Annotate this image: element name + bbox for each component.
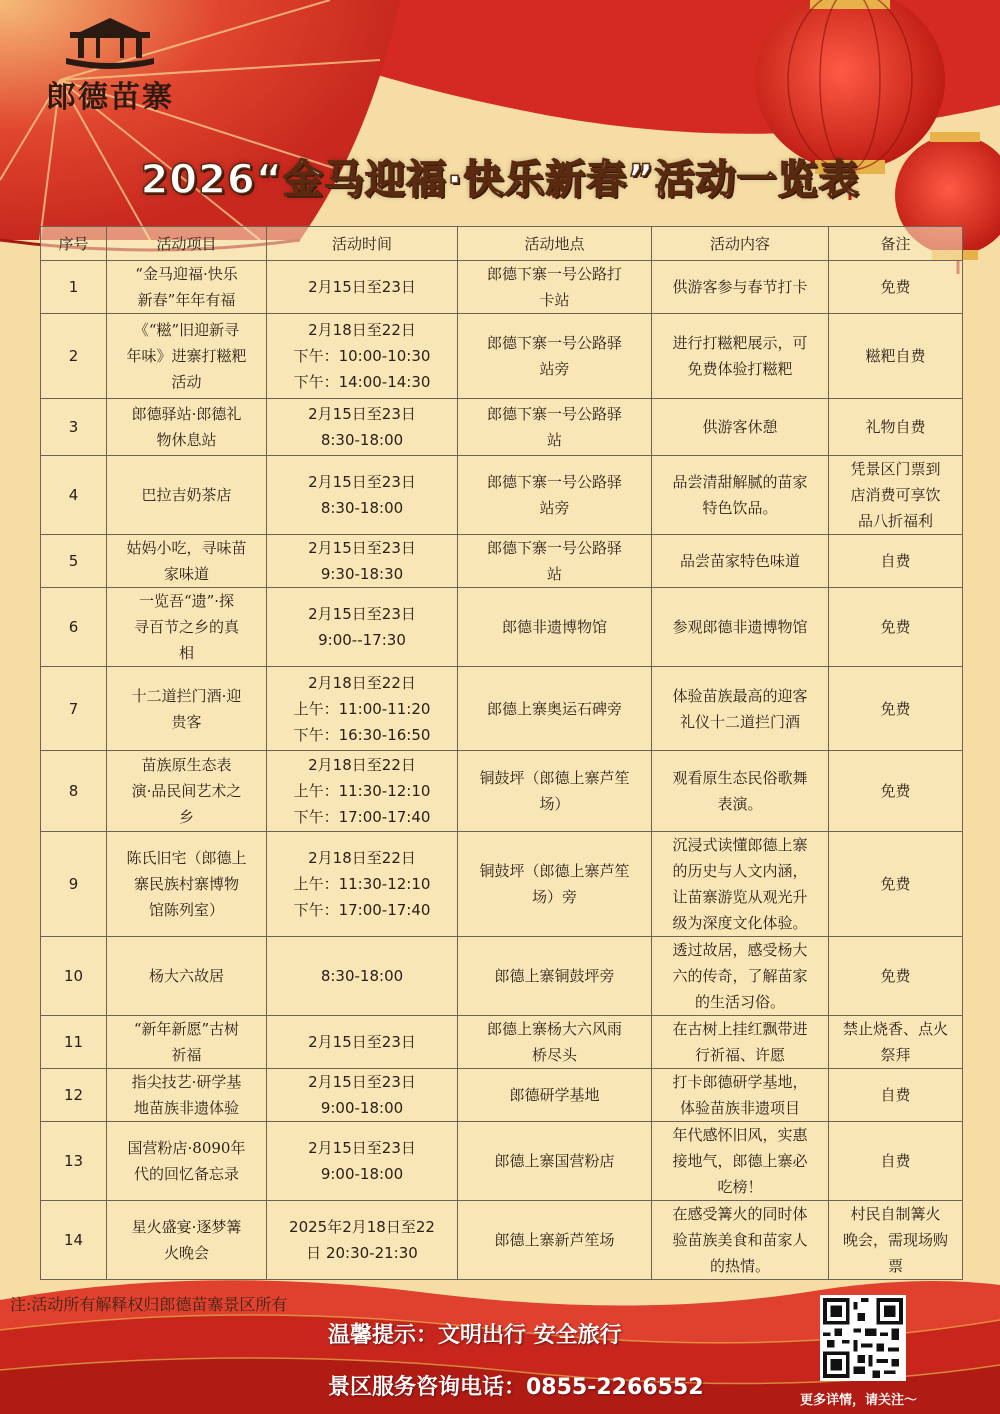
- row-place: [458, 832, 652, 937]
- row-no: 3: [41, 399, 107, 456]
- row-content: [652, 832, 829, 937]
- row-content-line: 六的传奇，了解苗家: [672, 967, 808, 985]
- row-place-line: 郎德下寨一号公路打: [486, 265, 622, 283]
- row-item-line: 陈氏旧宅（郎德上: [126, 849, 247, 867]
- row-item-line: 国营粉店·8090年: [127, 1139, 246, 1157]
- row-note: [829, 535, 963, 588]
- header-item: 活动项目: [107, 227, 267, 261]
- row-item-line: 相: [178, 644, 194, 662]
- row-item-line: 姑妈小吃，寻味苗: [126, 539, 247, 557]
- row-item-line: 演·品民间艺术之: [131, 782, 242, 800]
- row-place-line: 场）: [539, 795, 570, 813]
- row-item: [107, 261, 267, 314]
- row-time: [267, 261, 458, 314]
- row-place-line: 郎德上寨新芦笙场: [494, 1231, 615, 1249]
- row-item: [107, 1122, 267, 1201]
- row-content: [652, 399, 829, 456]
- row-content-line: 接地气，郎德上寨必: [672, 1152, 808, 1170]
- row-item-line: 寨民族村寨博物: [133, 875, 239, 893]
- row-time-line: 9:00--17:30: [318, 631, 406, 649]
- row-content: [652, 1201, 829, 1280]
- table-row: [41, 832, 963, 937]
- table-row: [41, 1069, 963, 1122]
- row-place-line: 站: [546, 565, 562, 583]
- row-content-line: 免费体验打糍粑: [687, 360, 793, 378]
- row-time-line: 下午：17:00-17:40: [293, 901, 431, 919]
- row-time-line: 8:30-18:00: [320, 431, 404, 449]
- row-time-line: 2月18日至22日: [308, 321, 416, 339]
- row-content-line: 年代感怀旧风，实惠: [672, 1126, 808, 1144]
- table-body: [41, 261, 963, 1280]
- row-time: [267, 937, 458, 1016]
- row-content-line: 供游客休憩: [702, 418, 778, 436]
- row-place-line: 铜鼓坪（郎德上寨芦笙: [479, 769, 630, 787]
- row-content: [652, 1016, 829, 1069]
- row-time: [267, 832, 458, 937]
- row-time-line: 2月15日至23日: [308, 1033, 416, 1051]
- row-content-line: 的历史与人文内涵，: [672, 862, 808, 880]
- table-row: [41, 588, 963, 667]
- row-time-line: 上午：11:30-12:10: [293, 782, 431, 800]
- row-place: [458, 937, 652, 1016]
- table-row: [41, 937, 963, 1016]
- header-time: 活动时间: [267, 227, 458, 261]
- qr-code-icon[interactable]: [820, 1295, 906, 1381]
- row-item-line: “金马迎福·快乐: [135, 265, 238, 283]
- row-time-line: 上午：11:00-11:20: [293, 699, 431, 718]
- row-place: [458, 314, 652, 399]
- row-item-line: 寻百节之乡的真: [133, 618, 239, 636]
- row-note-line: 票: [887, 1257, 903, 1275]
- row-time-line: 9:00-18:00: [320, 1165, 404, 1183]
- row-item-line: 物休息站: [156, 431, 217, 449]
- row-time-line: 日 20:30-21:30: [306, 1244, 418, 1262]
- row-time: [267, 1016, 458, 1069]
- follow-hint: 更多详情，请关注～: [800, 1393, 918, 1408]
- row-item-line: 指尖技艺·研学基: [131, 1073, 242, 1091]
- row-content-line: 观看原生态民俗歌舞: [672, 769, 808, 787]
- row-note-line: 村民自制篝火: [850, 1205, 941, 1223]
- row-no: 9: [41, 832, 107, 937]
- row-item-line: 十二道拦门酒·迎: [131, 686, 242, 705]
- row-note-line: 糍粑自费: [865, 347, 926, 365]
- row-time-line: 2月15日至23日: [308, 1139, 416, 1157]
- row-no: 4: [41, 456, 107, 535]
- row-content-line: 吃榜！: [717, 1178, 763, 1196]
- row-item-line: 郎德驿站·郎德礼: [131, 405, 242, 423]
- row-item: [107, 937, 267, 1016]
- row-time: [267, 667, 458, 751]
- row-note: [829, 261, 963, 314]
- row-content-line: 进行打糍粑展示，可: [672, 334, 808, 352]
- row-item-line: 代的回忆备忘录: [133, 1165, 239, 1183]
- row-content-line: 品尝清甜解腻的苗家: [672, 473, 808, 491]
- row-time-line: 2月15日至23日: [308, 539, 416, 557]
- row-place-line: 站旁: [539, 499, 570, 517]
- row-place-line: 铜鼓坪（郎德上寨芦笙: [479, 862, 630, 880]
- row-note: [829, 1069, 963, 1122]
- row-place-line: 郎德下寨一号公路驿: [486, 539, 622, 557]
- row-time: [267, 1201, 458, 1280]
- row-place: [458, 588, 652, 667]
- row-item-line: 活动: [171, 373, 202, 391]
- row-time-line: 2月15日至23日: [308, 278, 416, 296]
- row-note-line: 凭景区门票到: [850, 460, 941, 478]
- row-note-line: 自费: [880, 552, 911, 570]
- row-place-line: 桥尽头: [531, 1046, 577, 1064]
- row-item: [107, 667, 267, 751]
- row-item: [107, 1201, 267, 1280]
- row-content-line: 参观郎德非遗博物馆: [672, 618, 808, 636]
- row-time-line: 2月18日至22日: [308, 849, 416, 867]
- row-note: [829, 399, 963, 456]
- row-item-line: 火晚会: [163, 1244, 209, 1262]
- row-no: 1: [41, 261, 107, 314]
- table-row: [41, 1016, 963, 1069]
- row-note-line: 免费: [880, 875, 911, 893]
- row-note: [829, 667, 963, 751]
- row-time-line: 9:00-18:00: [320, 1099, 404, 1117]
- row-time-line: 9:30-18:30: [320, 565, 404, 583]
- row-time-line: 上午：11:30-12:10: [293, 875, 431, 893]
- row-item-line: 杨大六故居: [148, 967, 224, 985]
- row-place-line: 郎德上寨杨大六风雨: [486, 1020, 622, 1038]
- row-time-line: 8:30-18:00: [320, 967, 404, 985]
- activity-table: [40, 226, 963, 1280]
- row-content: [652, 314, 829, 399]
- row-item-line: 家味道: [163, 565, 209, 583]
- row-no: 8: [41, 751, 107, 832]
- table-row: [41, 1122, 963, 1201]
- row-place-line: 场）旁: [531, 888, 577, 906]
- table-row: [41, 399, 963, 456]
- row-place: [458, 1069, 652, 1122]
- row-note-line: 晚会，需现场购: [842, 1231, 948, 1249]
- table-row: [41, 751, 963, 832]
- row-item: [107, 314, 267, 399]
- row-time: [267, 588, 458, 667]
- service-phone: 景区服务咨询电话：0855-2266552: [328, 1375, 704, 1400]
- row-no: 10: [41, 937, 107, 1016]
- row-place: [458, 261, 652, 314]
- row-time-line: 下午：10:00-10:30: [293, 347, 431, 365]
- row-content-line: 打卡郎德研学基地，: [672, 1073, 808, 1091]
- row-item-line: 苗族原生态表: [141, 756, 232, 774]
- row-note-line: 自费: [880, 1086, 911, 1104]
- row-note-line: 免费: [880, 699, 911, 718]
- row-time-line: 2月18日至22日: [308, 673, 416, 692]
- table-row: [41, 1201, 963, 1280]
- row-item: [107, 832, 267, 937]
- row-note-line: 自费: [880, 1152, 911, 1170]
- row-note-line: 免费: [880, 618, 911, 636]
- row-place: [458, 1122, 652, 1201]
- row-place: [458, 751, 652, 832]
- row-note-line: 店消费可享饮: [850, 486, 941, 504]
- row-no: 7: [41, 667, 107, 751]
- row-time-line: 2月15日至23日: [308, 1073, 416, 1091]
- row-content-line: 在古树上挂红飘带进: [672, 1020, 808, 1038]
- row-item: [107, 588, 267, 667]
- row-note: [829, 314, 963, 399]
- row-content-line: 透过故居，感受杨大: [672, 941, 808, 959]
- row-item-line: “新年新愿”古树: [133, 1020, 240, 1038]
- row-item: [107, 399, 267, 456]
- row-item-line: 馆陈列室）: [148, 901, 224, 919]
- row-place-line: 郎德研学基地: [509, 1086, 600, 1104]
- row-place: [458, 667, 652, 751]
- row-place-line: 郎德非遗博物馆: [501, 618, 607, 636]
- row-item-line: 一览吾“遗”·探: [138, 592, 235, 610]
- row-no: 12: [41, 1069, 107, 1122]
- row-content-line: 体验苗族非遗项目: [679, 1099, 800, 1117]
- row-place-line: 卡站: [539, 291, 570, 309]
- row-no: 2: [41, 314, 107, 399]
- row-note-line: 免费: [880, 782, 911, 800]
- pagoda-logo-icon: [30, 14, 190, 74]
- row-content-line: 沉浸式读懂郎德上寨: [672, 836, 808, 854]
- row-note: [829, 588, 963, 667]
- row-content-line: 供游客参与春节打卡: [672, 278, 808, 296]
- row-time-line: 2月15日至23日: [308, 605, 416, 623]
- row-content-line: 在感受篝火的同时体: [672, 1205, 808, 1223]
- row-item: [107, 535, 267, 588]
- row-content-line: 的生活习俗。: [694, 993, 785, 1011]
- row-note: [829, 751, 963, 832]
- row-time-line: 2月18日至22日: [308, 756, 416, 774]
- row-time-line: 2月15日至23日: [308, 405, 416, 423]
- table-row: [41, 667, 963, 751]
- row-content-line: 特色饮品。: [702, 499, 778, 517]
- table-row: [41, 261, 963, 314]
- row-place-line: 站旁: [539, 360, 570, 378]
- row-note: [829, 456, 963, 535]
- row-item-line: 地苗族非遗体验: [133, 1099, 239, 1117]
- row-place-line: 郎德上寨奥运石碑旁: [486, 699, 622, 718]
- row-content: [652, 667, 829, 751]
- row-item: [107, 751, 267, 832]
- row-note-line: 祭拜: [880, 1046, 911, 1064]
- row-no: 6: [41, 588, 107, 667]
- row-content: [652, 588, 829, 667]
- row-item-line: 星火盛宴·逐梦篝: [131, 1218, 242, 1236]
- row-time: [267, 314, 458, 399]
- row-place-line: 郎德下寨一号公路驿: [486, 473, 622, 491]
- row-time: [267, 535, 458, 588]
- table-row: [41, 456, 963, 535]
- table-row: [41, 535, 963, 588]
- row-item-line: 贵客: [171, 712, 202, 731]
- row-place: [458, 456, 652, 535]
- row-item-line: 乡: [178, 808, 194, 826]
- row-note-line: 禁止烧香、点火: [842, 1020, 948, 1038]
- row-content: [652, 1069, 829, 1122]
- table-header-row: [41, 227, 963, 261]
- row-note: [829, 937, 963, 1016]
- row-note: [829, 1016, 963, 1069]
- row-note: [829, 1122, 963, 1201]
- row-no: 14: [41, 1201, 107, 1280]
- header-no: 序号: [41, 227, 107, 261]
- row-no: 13: [41, 1122, 107, 1201]
- header-content: 活动内容: [652, 227, 829, 261]
- row-time: [267, 1069, 458, 1122]
- row-note-line: 品八折福利: [857, 512, 933, 530]
- row-time: [267, 751, 458, 832]
- row-place-line: 郎德下寨一号公路驿: [486, 405, 622, 423]
- row-content: [652, 1122, 829, 1201]
- row-place-line: 郎德上寨国营粉店: [494, 1152, 615, 1170]
- logo-text: 郎德苗寨: [46, 80, 174, 115]
- table-row: [41, 314, 963, 399]
- row-item-line: 年味》进寨打糍粑: [126, 347, 247, 365]
- row-content-line: 的热情。: [709, 1257, 770, 1275]
- row-item-line: 祈福: [171, 1046, 202, 1064]
- row-time-line: 2月15日至23日: [308, 473, 416, 491]
- row-place-line: 郎德上寨铜鼓坪旁: [494, 967, 615, 985]
- row-time-line: 8:30-18:00: [320, 499, 404, 517]
- row-item-line: 新春”年年有福: [137, 291, 236, 309]
- row-place-line: 郎德下寨一号公路驿: [486, 334, 622, 352]
- row-note: [829, 1201, 963, 1280]
- row-content-line: 让苗寨游览从观光升: [672, 888, 808, 906]
- row-content-line: 级为深度文化体验。: [672, 914, 808, 932]
- row-content-line: 表演。: [717, 795, 763, 813]
- row-place: [458, 1016, 652, 1069]
- disclaimer-note: 注:活动所有解释权归郎德苗寨景区所有: [10, 1295, 288, 1314]
- header-place: 活动地点: [458, 227, 652, 261]
- row-content: [652, 535, 829, 588]
- row-item-line: 巴拉吉奶茶店: [141, 486, 232, 504]
- row-note-line: 免费: [880, 967, 911, 985]
- row-content: [652, 937, 829, 1016]
- row-time-line: 下午：14:00-14:30: [293, 373, 431, 391]
- row-place: [458, 1201, 652, 1280]
- page-title: 2026“金马迎福·快乐新春”活动一览表: [140, 157, 860, 203]
- row-item-line: 《“糍”旧迎新寻: [133, 321, 240, 339]
- row-time-line: 下午：17:00-17:40: [293, 808, 431, 826]
- row-note-line: 礼物自费: [865, 418, 926, 436]
- row-content: [652, 456, 829, 535]
- row-content: [652, 751, 829, 832]
- row-time: [267, 399, 458, 456]
- row-content-line: 验苗族美食和苗家人: [672, 1231, 808, 1249]
- travel-tip: 温馨提示：文明出行 安全旅行: [328, 1323, 622, 1348]
- row-content-line: 礼仪十二道拦门酒: [679, 712, 800, 731]
- row-content-line: 行祈福、许愿: [694, 1046, 785, 1064]
- row-content-line: 品尝苗家特色味道: [679, 552, 800, 570]
- row-no: 5: [41, 535, 107, 588]
- header-note: 备注: [829, 227, 963, 261]
- row-time: [267, 1122, 458, 1201]
- row-content: [652, 261, 829, 314]
- logo: [30, 14, 190, 114]
- row-note: [829, 832, 963, 937]
- row-place: [458, 535, 652, 588]
- row-content-line: 体验苗族最高的迎客: [672, 686, 808, 705]
- row-item: [107, 1016, 267, 1069]
- row-time-line: 2025年2月18日至22: [289, 1218, 435, 1236]
- row-item: [107, 1069, 267, 1122]
- row-place: [458, 399, 652, 456]
- row-no: 11: [41, 1016, 107, 1069]
- row-time: [267, 456, 458, 535]
- row-place-line: 站: [546, 431, 562, 449]
- row-time-line: 下午：16:30-16:50: [293, 725, 431, 744]
- row-item: [107, 456, 267, 535]
- row-note-line: 免费: [880, 278, 911, 296]
